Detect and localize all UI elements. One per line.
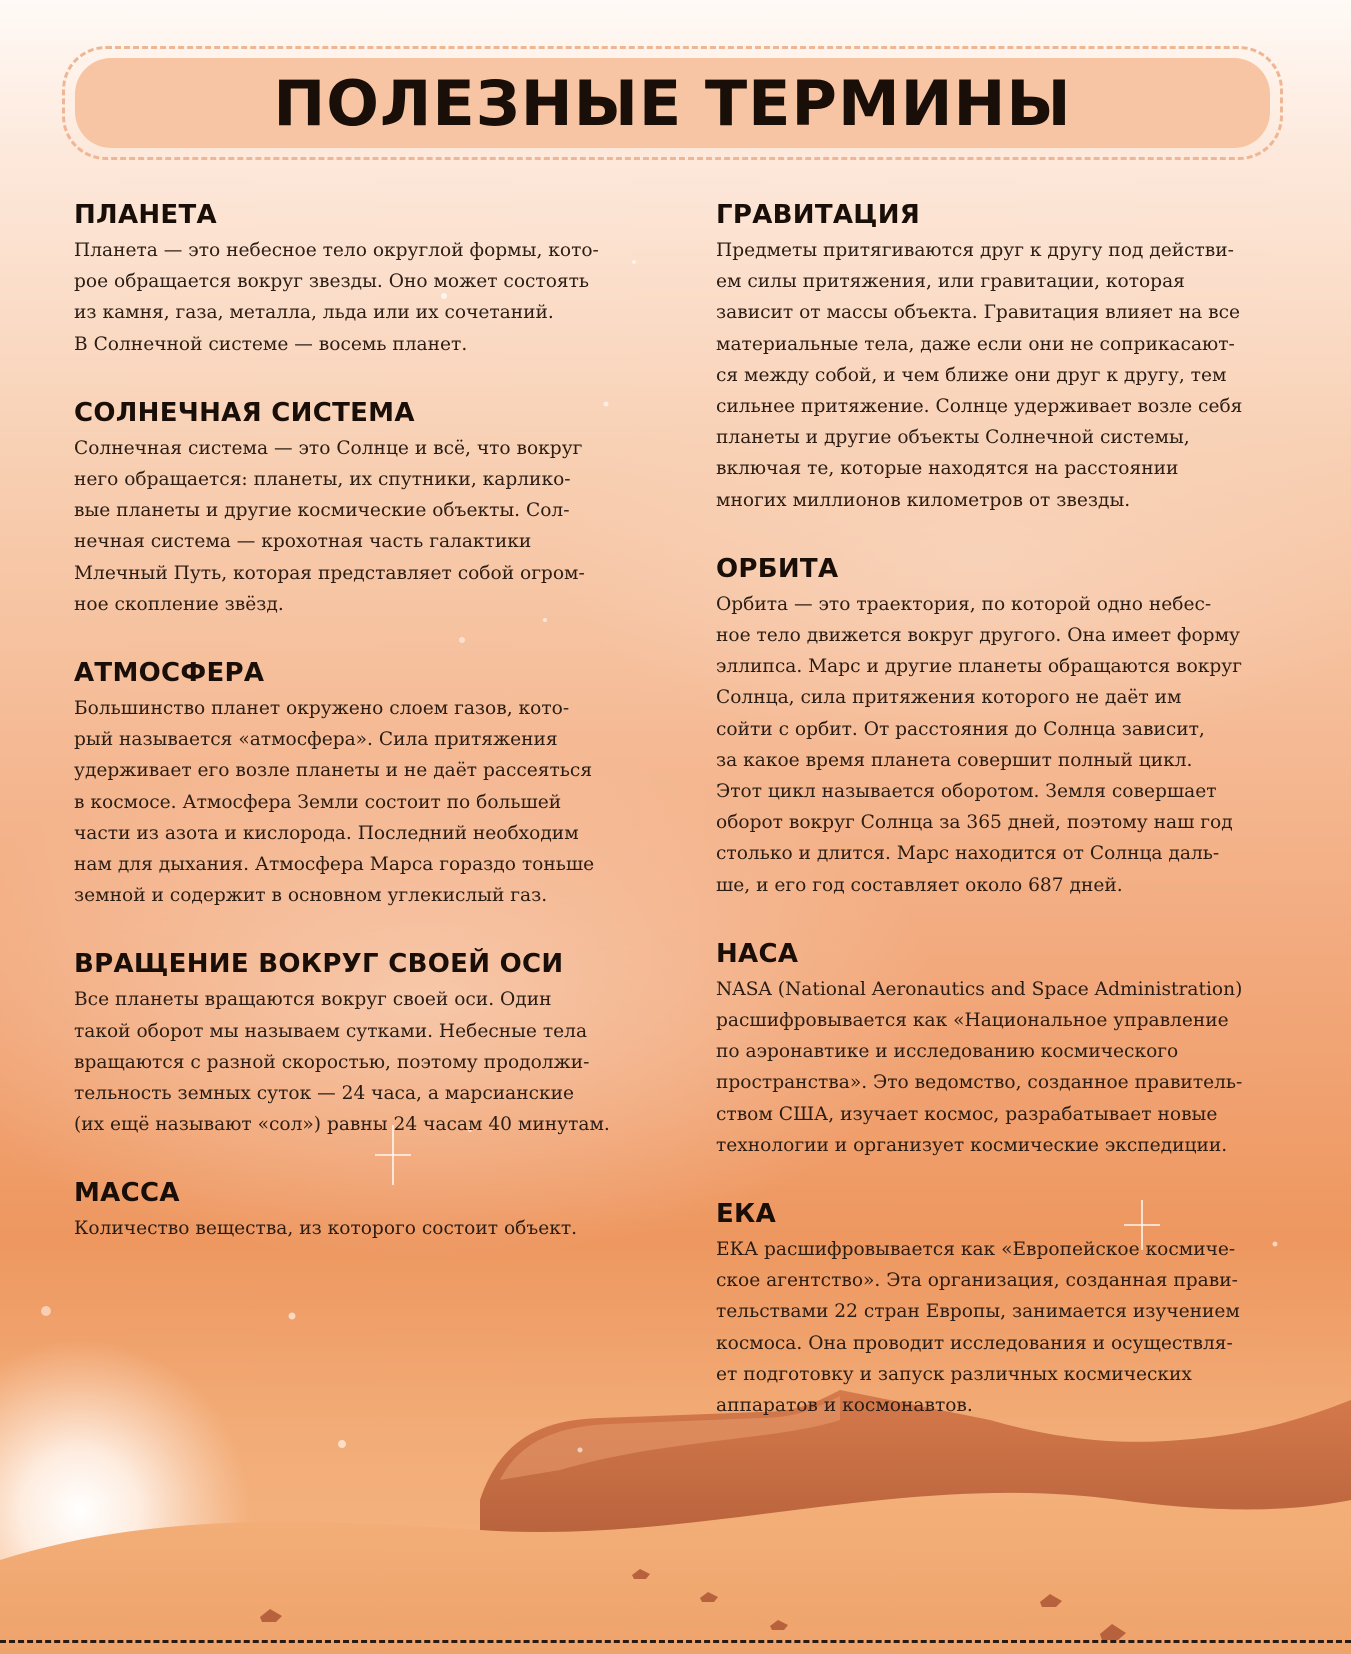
term-heading: НАСА <box>716 938 799 969</box>
left-column <box>74 200 654 1245</box>
term-solar-system <box>74 398 654 620</box>
term-rotation <box>74 949 654 1140</box>
term-definition: Орбита — это траектория, по которой одно небес- ное тело движется вокруг другого. Она имеет форму эллипса. Марс и другие планеты обращаются вокруг Солнца, сила притяжения которого не даёт им сойти с орбит. От расстояния до Солнца зависит, за какое время планета совершит полный цикл. Этот цикл называется оборотом. Земля совершает оборот вокруг Солнца за 365 дней, поэтому наш год столько и длится. Марс находится от Солнца даль- ше, и его год составляет около 687 дней. <box>716 593 1242 896</box>
term-heading: ПЛАНЕТА <box>74 200 217 230</box>
term-definition: Большинство планет окружено слоем газов, кото- рый называется «атмосфера». Сила притяжения удерживает его возле планеты и не даёт рассеяться в космосе. Атмосфера Земли состоит по большей части из азота и кислорода. Последний необходим нам для дыхания. Атмосфера Марса гораздо тоньше земной и содержит в основном углекислый газ. <box>74 698 595 907</box>
term-gravity <box>716 200 1286 516</box>
term-atmosphere <box>74 658 654 911</box>
title-pill <box>75 58 1270 148</box>
term-definition: Солнечная система — это Солнце и всё, что вокруг него обращается: планеты, их спутники, карлико- вые планеты и другие космические объекты. Сол- нечная система — крохотная часть галактики Млечный Путь, которая представляет собой огром- ное скопление звёзд. <box>74 437 585 615</box>
page-title: ПОЛЕЗНЫЕ ТЕРМИНЫ <box>273 66 1072 140</box>
term-heading: МАССА <box>74 1178 180 1209</box>
term-orbit <box>716 554 1286 901</box>
term-heading: ЕКА <box>716 1199 777 1230</box>
term-esa <box>716 1199 1286 1421</box>
term-heading: ОРБИТА <box>716 553 839 584</box>
title-banner <box>62 46 1283 160</box>
right-column <box>716 200 1286 1421</box>
term-heading: АТМОСФЕРА <box>74 658 265 689</box>
page-edge-divider <box>0 1640 1351 1643</box>
term-heading: ВРАЩЕНИЕ ВОКРУГ СВОЕЙ ОСИ <box>74 949 564 980</box>
term-heading: ГРАВИТАЦИЯ <box>716 200 921 230</box>
term-definition: Предметы притягиваются друг к другу под действи- ем силы притяжения, или гравитации, которая зависит от массы объекта. Гравитация влияет на все материальные тела, даже если они не соприкасают- ся между собой, и чем ближе они друг к другу, тем сильнее притяжение. Солнце удерживает возле себя планеты и другие объекты Солнечной системы, включая те, которые находятся на расстоянии многих миллионов километров от звезды. <box>716 240 1243 511</box>
term-definition: NASA (National Aeronautics and Space Administration) расшифровывается как «Национальное управление по аэронавтике и исследованию космического пространства». Это ведомство, созданное правитель- ством США, изучает космос, разрабатывает новые технологии и организует космические экспедиции. <box>716 978 1243 1156</box>
term-heading: СОЛНЕЧНАЯ СИСТЕМА <box>74 397 415 428</box>
term-definition: Все планеты вращаются вокруг своей оси. Один такой оборот мы называем сутками. Небесные тела вращаются с разной скоростью, поэтому продолжи- тельность земных суток — 24 часа, а марсианские (их ещё называют «сол») равны 24 часам 40 минутам. <box>74 989 610 1136</box>
term-mass <box>74 1178 654 1244</box>
term-planet <box>74 200 654 360</box>
term-definition: ЕКА расшифровывается как «Европейское космиче- ское агентство». Эта организация, созданная прави- тельствами 22 стран Европы, занимается изучением космоса. Она проводит исследования и осуществля- ет подготовку и запуск различных космических аппаратов и космонавтов. <box>716 1239 1240 1417</box>
term-nasa <box>716 939 1286 1161</box>
term-definition: Планета — это небесное тело округлой формы, кото- рое обращается вокруг звезды. Оно может состоять из камня, газа, металла, льда или их сочетаний. В Солнечной системе — восемь планет. <box>74 240 599 355</box>
term-definition: Количество вещества, из которого состоит объект. <box>74 1218 578 1240</box>
